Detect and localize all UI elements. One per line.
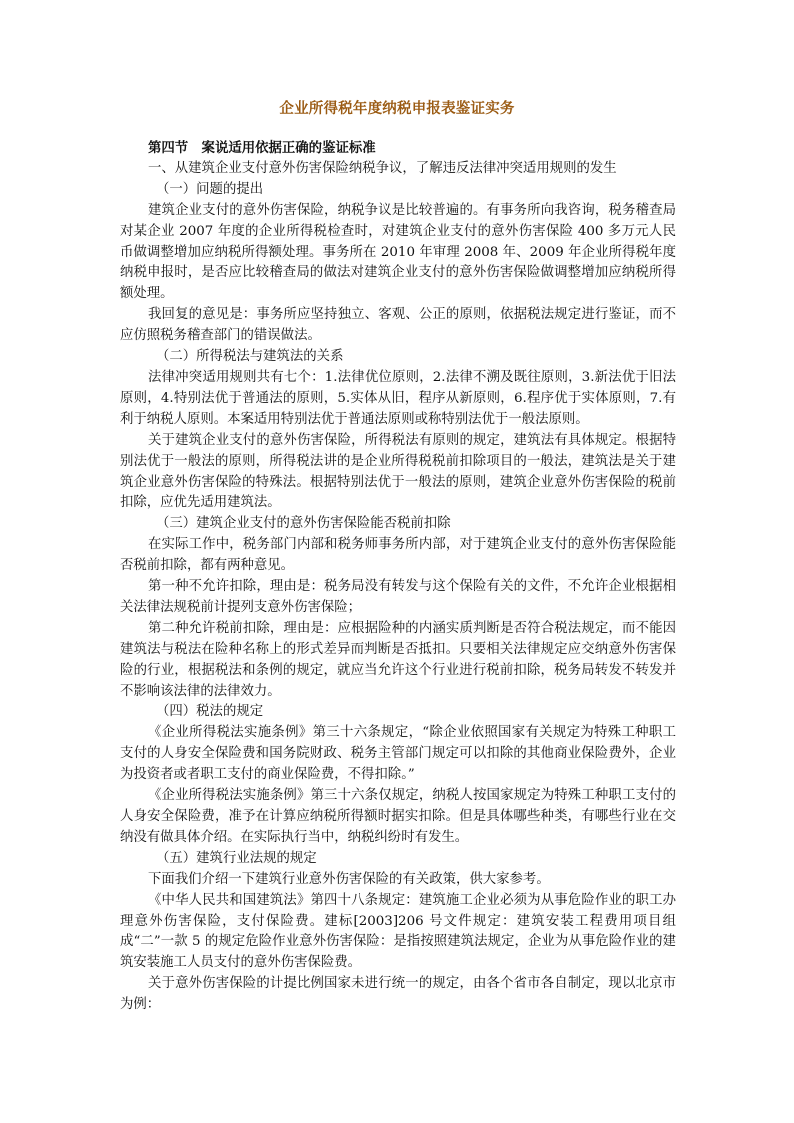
section-heading: 第四节 案说适用依据正确的鉴证标准 [148,140,376,156]
paragraph: 下面我们介绍一下建筑行业意外伤害保险的有关政策，供大家参考。 [148,871,550,887]
subheading-4: （四）税法的规定 [156,704,264,720]
chapter-heading: 一、从建筑企业支付意外伤害保险纳税争议，了解违反法律冲突适用规则的发生 [148,160,617,176]
paragraph: 关于建筑企业支付的意外伤害保险，所得税法有原则的规定，建筑法有具体规定。根据特别法优于一般法的原则，所得税法讲的是企业所得税税前扣除项目的一般法，建筑法是关于建筑企业意外伤害保险的特殊法。根据特别法优于一般法的原则，建筑企业意外伤害保险的税前扣除，应优先适用建筑法。 [120,432,676,511]
document-title: 企业所得税年度纳税申报表鉴证实务 [279,100,515,117]
subheading-3: （三）建筑企业支付的意外伤害保险能否税前扣除 [156,516,451,532]
paragraph: 《企业所得税法实施条例》第三十六条仅规定，纳税人按国家规定为特殊工种职工支付的人身安全保险费，准予在计算应纳税所得额时据实扣除。但是具体哪些种类，有哪些行业在交纳没有做具体介绍。在实际执行当中，纳税纠纷时有发生。 [120,788,676,845]
paragraph: 我回复的意见是：事务所应坚持独立、客观、公正的原则，依据税法规定进行鉴证，而不应仿照税务稽查部门的错误做法。 [120,307,676,344]
paragraph: 《中华人民共和国建筑法》第四十八条规定：建筑施工企业必须为从事危险作业的职工办理意外伤害保险，支付保险费。建标[2003]206 号文件规定：建筑安装工程费用项目组成“二”一款 5 的规定危险作业意外伤害保险：是指按照建筑法规定，企业为从事危险作业的建筑安装施工人员支付的意外伤害保险费。 [120,892,676,971]
paragraph: 法律冲突适用规则共有七个：1.法律优位原则，2.法律不溯及既往原则，3.新法优于旧法原则，4.特别法优于普通法的原则，5.实体从旧，程序从新原则，6.程序优于实体原则，7.有利于纳税人原则。本案适用特别法优于普通法原则或称特别法优于一般法原则。 [120,369,676,427]
subheading-1: （一）问题的提出 [156,181,264,197]
paragraph: 建筑企业支付的意外伤害保险，纳税争议是比较普遍的。有事务所向我咨询，税务稽查局对某企业 2007 年度的企业所得税检查时，对建筑企业支付的意外伤害保险 400 多万元人民币做调整增加应纳税所得额处理。事务所在 2010 年审理 2008 年、2009 年企业所得税年度纳税申报时，是否应比较稽查局的做法对建筑企业支付的意外伤害保险做调整增加应纳税所得额处理。 [120,202,676,302]
document-body [120,138,676,1016]
paragraph: 在实际工作中，税务部门内部和税务师事务所内部，对于建筑企业支付的意外伤害保险能否税前扣除，都有两种意见。 [120,537,676,574]
subheading-5: （五）建筑行业法规的规定 [156,850,317,866]
paragraph: 关于意外伤害保险的计提比例国家未进行统一的规定，由各个省市各自制定，现以北京市为例： [120,976,676,1013]
paragraph: 第二种允许税前扣除，理由是：应根据险种的内涵实质判断是否符合税法规定，而不能因建筑法与税法在险种名称上的形式差异而判断是否抵扣。只要相关法律规定应交纳意外伤害保险的行业，根据税法和条例的规定，就应当允许这个行业进行税前扣除，税务局转发不转发并不影响该法律的法律效力。 [120,620,676,699]
paragraph: 《企业所得税法实施条例》第三十六条规定，“除企业依照国家有关规定为特殊工种职工支付的人身安全保险费和国务院财政、税务主管部门规定可以扣除的其他商业保险费外，企业为投资者或者职工支付的商业保险费，不得扣除。” [120,725,676,783]
paragraph: 第一种不允许扣除，理由是：税务局没有转发与这个保险有关的文件，不允许企业根据相关法律法规税前计提列支意外伤害保险； [120,579,676,615]
subheading-2: （二）所得税法与建筑法的关系 [156,349,344,365]
